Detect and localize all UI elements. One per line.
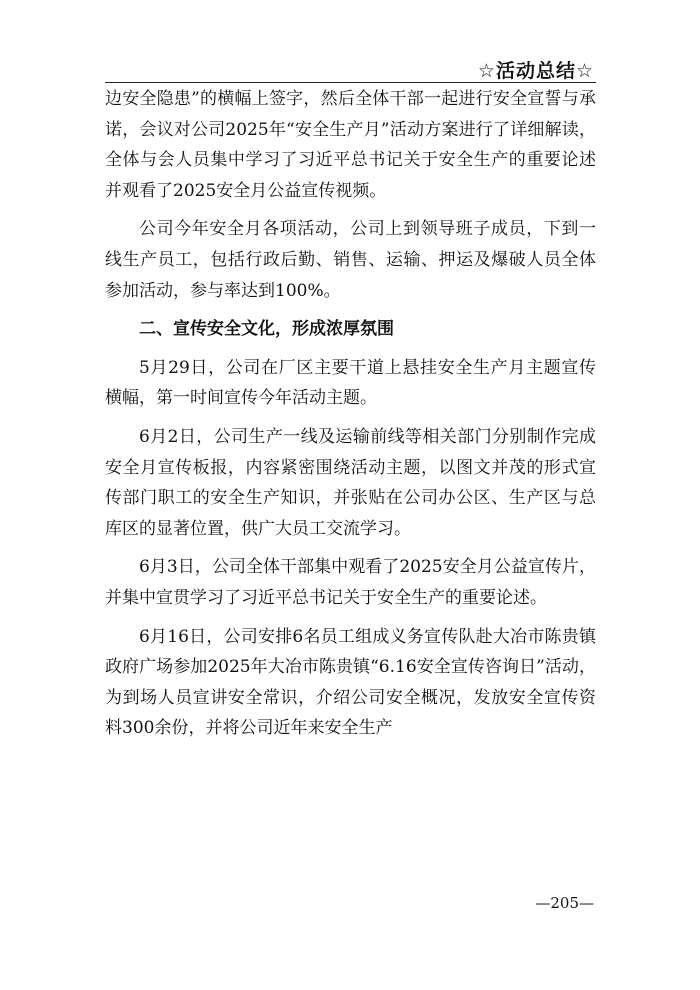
paragraph-june-16: 6月16日，公司安排6名员工组成义务宣传队赴大冶市陈贵镇政府广场参加2025年大冶市陈贵镇“6.16安全宣传咨询日”活动，为到场人员宣讲安全常识，介绍公司安全概况，发放安全宣传资料300余份，并将公司近年来安全生产 <box>105 626 596 739</box>
header-divider <box>105 82 596 83</box>
paragraph-participation: 公司今年安全月各项活动，公司上到领导班子成员，下到一线生产员工，包括行政后勤、销售、运输、押运及爆破人员全体参加活动，参与率达到100%。 <box>105 219 596 301</box>
paragraph-may-29: 5月29日，公司在厂区主要干道上悬挂安全生产月主题宣传横幅，第一时间宣传今年活动主题。 <box>105 357 596 409</box>
paragraph-june-3: 6月3日，公司全体干部集中观看了2025安全月公益宣传片，并集中宣贯学习了习近平总书记关于安全生产的重要论述。 <box>105 557 596 608</box>
header-title: ☆活动总结☆ <box>477 60 594 82</box>
section-heading: 二、宣传安全文化，形成浓厚氛围 <box>139 319 394 340</box>
paragraph-june-2: 6月2日，公司生产一线及运输前线等相关部门分别制作完成安全月宣传板报，内容紧密围绕活动主题，以图文并茂的形式宣传部门职工的安全生产知识，并张贴在公司办公区、生产区与总库区的显著位置，供广大员工交流学习。 <box>105 426 596 539</box>
document-body <box>105 84 596 752</box>
paragraph-continued: 边安全隐患”的横幅上签字，然后全体干部一起进行安全宣誓与承诺，会议对公司2025年“安全生产月”活动方案进行了详细解读，全体与会人员集中学习了习近平总书记关于安全生产的重要论述并观看了2025安全月公益宣传视频。 <box>105 89 596 201</box>
page-number: —205— <box>535 894 594 912</box>
